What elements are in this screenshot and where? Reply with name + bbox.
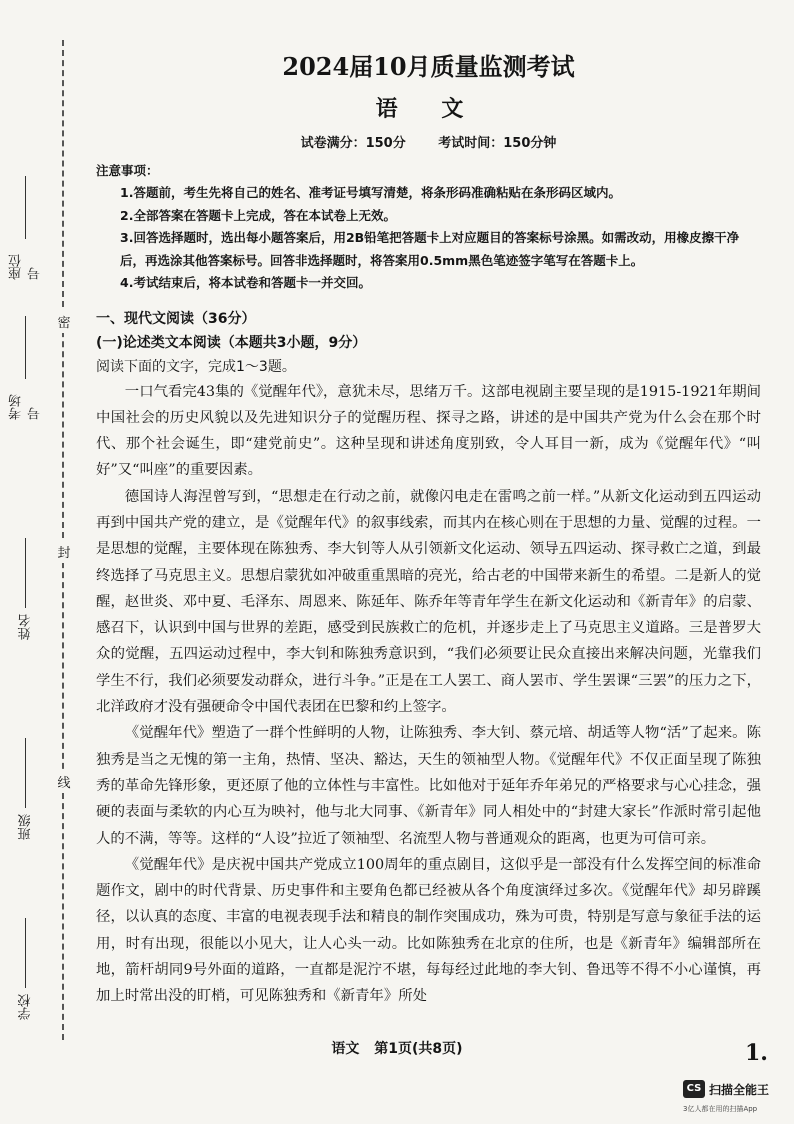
class-label: 班级 <box>18 814 34 840</box>
seal-char-feng: 封 <box>57 540 71 563</box>
binding-margin <box>0 40 78 1040</box>
subsection-heading: (一)论述类文本阅读（本题共3小题，9分） <box>96 334 367 351</box>
exam-time: 考试时间：150分钟 <box>438 136 557 151</box>
passage-paragraph: 《觉醒年代》是庆祝中国共产党成立100周年的重点剧目，这似乎是一部没有什么发挥空间的标准命题作文，剧中的时代背景、历史事件和主要角色都已经被从各个角度演绎过多次。《觉醒年代》却另辟蹊径，以认真的态度、丰富的电视表现手法和精良的制作突围成功，殊为可贵，特别是写意与象征手法的运用，时有出现，很能以小见大，让人心头一动。比如陈独秀在北京的住所，也是《新青年》编辑部所在地，箭杆胡同9号外面的道路，一直都是泥泞不堪，每每经过此地的李大钊、鲁迅等不得不小心谨慎，再加上时常出没的盯梢，可见陈独秀和《新青年》所处 <box>96 856 761 1005</box>
seat-number-label: 座位号 <box>9 254 43 280</box>
scanner-app-name: 扫描全能王 <box>709 1083 770 1097</box>
passage-paragraph: 德国诗人海涅曾写到，“思想走在行动之前，就像闪电走在雷鸣之前一样。”从新文化运动到五四运动再到中国共产党的建立，是《觉醒年代》的叙事线索，而其内在核心则在于思想的力量、觉醒的过程。一是思想的觉醒，主要体现在陈独秀、李大钊等人从引领新文化运动、领导五四运动、探寻救亡之道，到最终选择了马克思主义。思想启蒙犹如冲破重重黑暗的亮光，给古老的中国带来新生的希望。二是新人的觉醒，赵世炎、邓中夏、毛泽东、周恩来、陈延年、陈乔年等青年学生在新文化运动和《新青年》的启蒙、感召下，认识到中国与世界的差距，感受到民族救亡的危机，并逐步走上了马克思主义道路。三是普罗大众的觉醒，五四运动过程中，李大钊和陈独秀意识到，“我们必须要让民众直接出来解决问题，光靠我们学生不行，我们必须要发动群众，进行斗争。”正是在工人罢工、商人罢市、学生罢课“三罢”的压力之下，北洋政府才没有强硬命令中国代表团在巴黎和约上签字。 <box>96 488 761 716</box>
school-label: 学校 <box>18 994 34 1020</box>
passage-paragraph: 《觉醒年代》塑造了一群个性鲜明的人物，让陈独秀、李大钊、蔡元培、胡适等人物“活”了起来。陈独秀是当之无愧的第一主角，热情、坚决、豁达，天生的领袖型人物。《觉醒年代》不仅正面呈现了陈独秀的革命先锋形象，更还原了他的立体性与丰富性。比如他对于延年乔年弟兄的严格要求与心心挂念，强硬的表面与柔软的内心互为映衬，他与北大同事、《新青年》同人相处中的“封建大家长”作派时常引起他人的不满，等等。这样的“人设”拉近了领袖型、名流型人物与普通观众的距离，也更为可信可亲。 <box>96 725 761 847</box>
class-blank[interactable] <box>26 738 27 808</box>
school-blank[interactable] <box>26 918 27 988</box>
notes-heading: 注意事项： <box>96 163 159 178</box>
full-score: 试卷满分：150分 <box>300 136 406 151</box>
name-blank[interactable] <box>26 538 27 608</box>
page-footer <box>0 1038 794 1058</box>
note-item: 2.全部答案在答题卡上完成，答在本试卷上无效。 <box>120 207 396 223</box>
camscanner-logo-icon: CS <box>683 1080 705 1098</box>
footer-page-number: 第1页(共8页) <box>374 1041 463 1057</box>
seal-char-mi: 密 <box>57 310 71 333</box>
seat-number-blank[interactable] <box>26 176 27 239</box>
main-content <box>96 48 761 1010</box>
handwritten-page-mark: 1. <box>745 1040 768 1066</box>
school-field <box>6 900 46 1020</box>
notes-list <box>96 182 761 295</box>
name-field <box>6 520 46 640</box>
class-field <box>6 720 46 840</box>
reading-instruction: 阅读下面的文字，完成1～3题。 <box>96 358 296 375</box>
scanner-tagline: 3亿人都在用的扫描App <box>683 1105 758 1113</box>
note-item: 1.答题前，考生先将自己的姓名、准考证号填写清楚，将条形码准确粘贴在条形码区域内。 <box>120 185 621 200</box>
section-heading: 一、现代文阅读（36分） <box>96 310 256 327</box>
seat-number-field <box>6 170 46 280</box>
scanner-watermark <box>683 1080 793 1120</box>
note-item: 4.考试结束后，将本试卷和答题卡一并交回。 <box>120 275 371 290</box>
exam-title: 2024届10月质量监测考试 <box>282 52 575 81</box>
name-label: 姓名 <box>18 614 34 640</box>
passage-paragraph: 一口气看完43集的《觉醒年代》，意犹未尽，思绪万千。这部电视剧主要呈现的是1915-1921年期间中国社会的历史风貌以及先进知识分子的觉醒历程、探寻之路，讲述的是中国共产党为什么会在那个时代、那个社会诞生，即“建党前史”。这种呈现和讲述角度别致，令人耳目一新，成为《觉醒年代》“叫好”又“叫座”的重要因素。 <box>96 383 761 479</box>
exam-meta <box>96 134 761 154</box>
exam-room-field <box>6 310 46 420</box>
footer-subject: 语文 <box>331 1041 360 1057</box>
seal-char-xian: 线 <box>57 770 71 793</box>
note-item: 3.回答选择题时，选出每小题答案后，用2B铅笔把答题卡上对应题目的答案标号涂黑。如需改动，用橡皮擦干净后，再选涂其他答案标号。回答非选择题时，将答案用0.5mm黑色笔迹签字笔写在答题卡上。 <box>120 230 740 268</box>
exam-room-blank[interactable] <box>26 316 27 379</box>
subject-title: 语 文 <box>375 96 482 122</box>
exam-room-label: 考场号 <box>9 394 43 420</box>
